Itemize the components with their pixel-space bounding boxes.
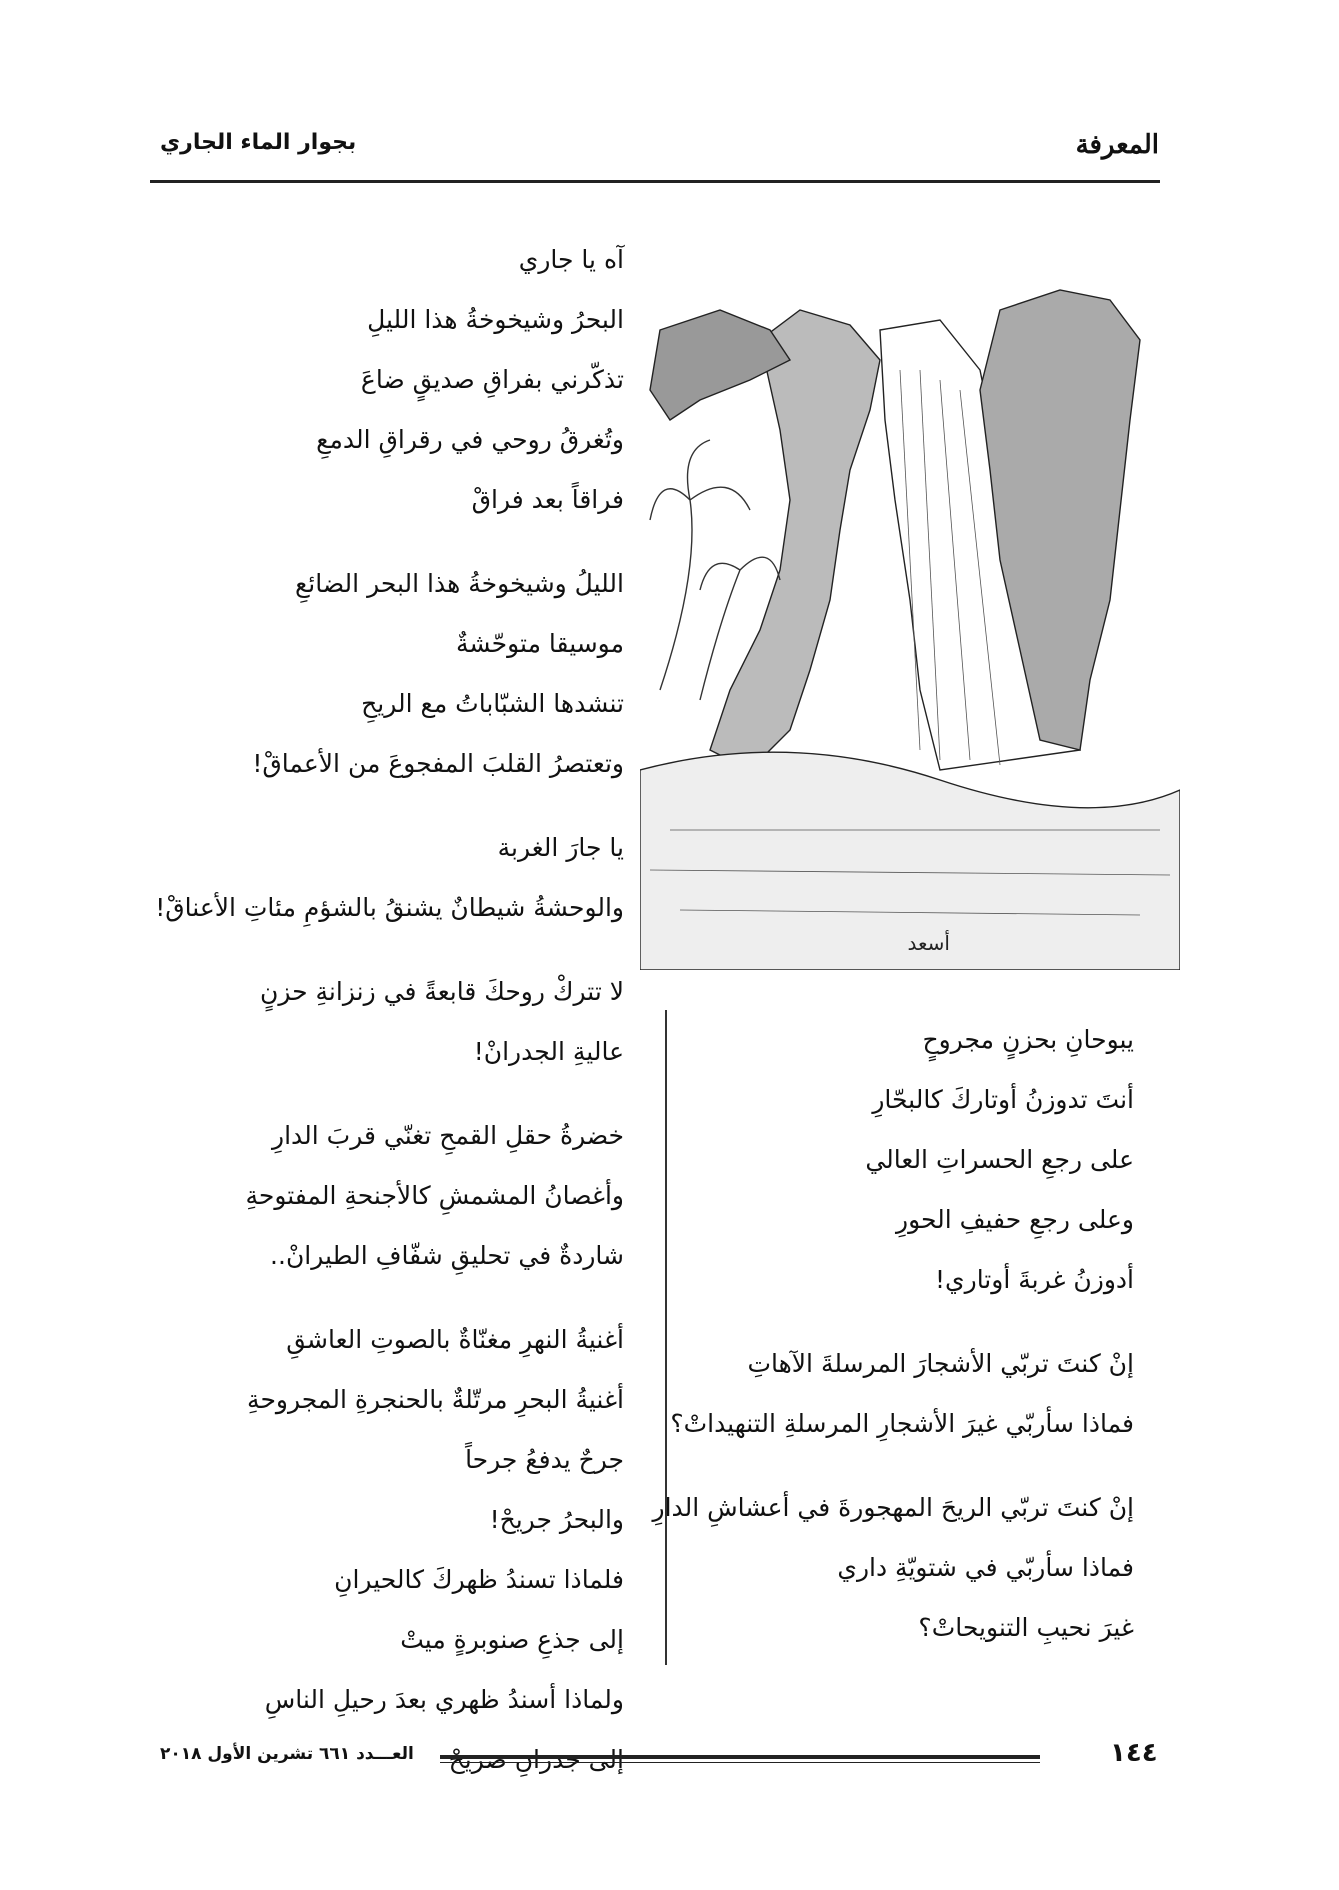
poem-line: الليلُ وشيخوخةُ هذا البحر الضائعِ (295, 569, 624, 598)
poem-line: وتعتصرُ القلبَ المفجوعَ من الأعماقْ! (252, 749, 624, 778)
poem-line: وأغصانُ المشمشِ كالأجنحةِ المفتوحةِ (245, 1181, 624, 1210)
footer-rule-thin (440, 1762, 1040, 1763)
poem-line: تنشدها الشبّاباتُ مع الريحِ (361, 689, 624, 718)
stanza-break (144, 938, 624, 962)
poem-line: أدوزنُ غربةَ أوتاري! (935, 1265, 1134, 1294)
poem-line: لا تتركْ روحكَ قابعةً في زنزانةِ حزنٍ (259, 977, 624, 1006)
poem-line: جرحٌ يدفعُ جرحاً (465, 1445, 624, 1474)
page-number: ١٤٤ (1110, 1738, 1158, 1768)
poem-line: والبحرُ جريحْ! (489, 1505, 624, 1534)
stanza-break (144, 794, 624, 818)
poem-line: أنتَ تدوزنُ أوتاركَ كالبحّارِ (872, 1085, 1134, 1114)
poem-line: شاردةٌ في تحليقِ شفّافِ الطيرانْ.. (270, 1241, 624, 1270)
stanza-break (144, 530, 624, 554)
issue-label: العـــدد ٦٦١ تشرين الأول ٢٠١٨ (160, 1744, 414, 1764)
poem-line: آه يا جاري (518, 245, 624, 274)
poem-line: فلماذا تسندُ ظهركَ كالحيرانِ (334, 1565, 624, 1594)
poem-line: غيرَ نحيبِ التنويحاتْ؟ (918, 1613, 1134, 1642)
poem-line: إنْ كنتَ تربّي الأشجارَ المرسلةَ الآهاتِ (747, 1349, 1134, 1378)
article-title: بجوار الماء الجاري (160, 130, 357, 155)
poem-line: أغنيةُ البحرِ مرتّلةٌ بالحنجرةِ المجروحةِ (247, 1385, 624, 1414)
poem-line: البحرُ وشيخوخةُ هذا الليلِ (367, 305, 624, 334)
poem-line: فراقاً بعد فراقْ (471, 485, 624, 514)
poem-left-column (144, 230, 624, 1790)
poem-line: فماذا سأربّي غيرَ الأشجارِ المرسلةِ التنهيداتْ؟ (670, 1409, 1134, 1438)
stanza-break (664, 1454, 1134, 1478)
poem-line: فماذا سأربّي في شتويّةِ داري (837, 1553, 1134, 1582)
poem-line: خضرةُ حقلِ القمحِ تغنّي قربَ الدارِ (272, 1121, 624, 1150)
poem-line: إنْ كنتَ تربّي الريحَ المهجورةَ في أعشاشِ الدارِ (652, 1493, 1134, 1522)
stanza-break (144, 1286, 624, 1310)
stanza-break (144, 1082, 624, 1106)
poem-right-column (652, 1010, 1134, 1658)
poem-line: موسيقا متوحّشةٌ (455, 629, 624, 658)
waterfall-sketch (640, 270, 1180, 970)
poem-line: تذكّرني بفراقِ صديقٍ ضاعَ (360, 365, 624, 394)
illustration-signature: أسعد (907, 931, 950, 955)
footer-rule (440, 1755, 1040, 1759)
magazine-logo: المعرفة (1075, 130, 1159, 160)
poem-line: إلى جدرانِ ضريحْ (448, 1745, 624, 1774)
poem-line: وتُغرقُ روحي في رقراقِ الدمعِ (316, 425, 624, 454)
poem-line: والوحشةُ شيطانٌ يشنقُ بالشؤمِ مئاتِ الأعناقْ! (155, 893, 624, 922)
header-rule (150, 180, 1160, 183)
stanza-break (664, 1310, 1134, 1334)
poem-line: يبوحانِ بحزنٍ مجروحٍ (922, 1025, 1134, 1054)
poem-line: على رجعِ الحسراتِ العالي (865, 1145, 1134, 1174)
poem-line: ولماذا أسندُ ظهري بعدَ رحيلِ الناسِ (264, 1685, 624, 1714)
poem-line: عاليةِ الجدرانْ! (473, 1037, 624, 1066)
poem-line: أغنيةُ النهرِ مغنّاةٌ بالصوتِ العاشقِ (286, 1325, 624, 1354)
poem-line: يا جارَ الغربة (497, 833, 624, 862)
poem-line: إلى جذعِ صنوبرةٍ ميتْ (400, 1625, 624, 1654)
poem-line: وعلى رجعِ حفيفِ الحورِ (896, 1205, 1134, 1234)
